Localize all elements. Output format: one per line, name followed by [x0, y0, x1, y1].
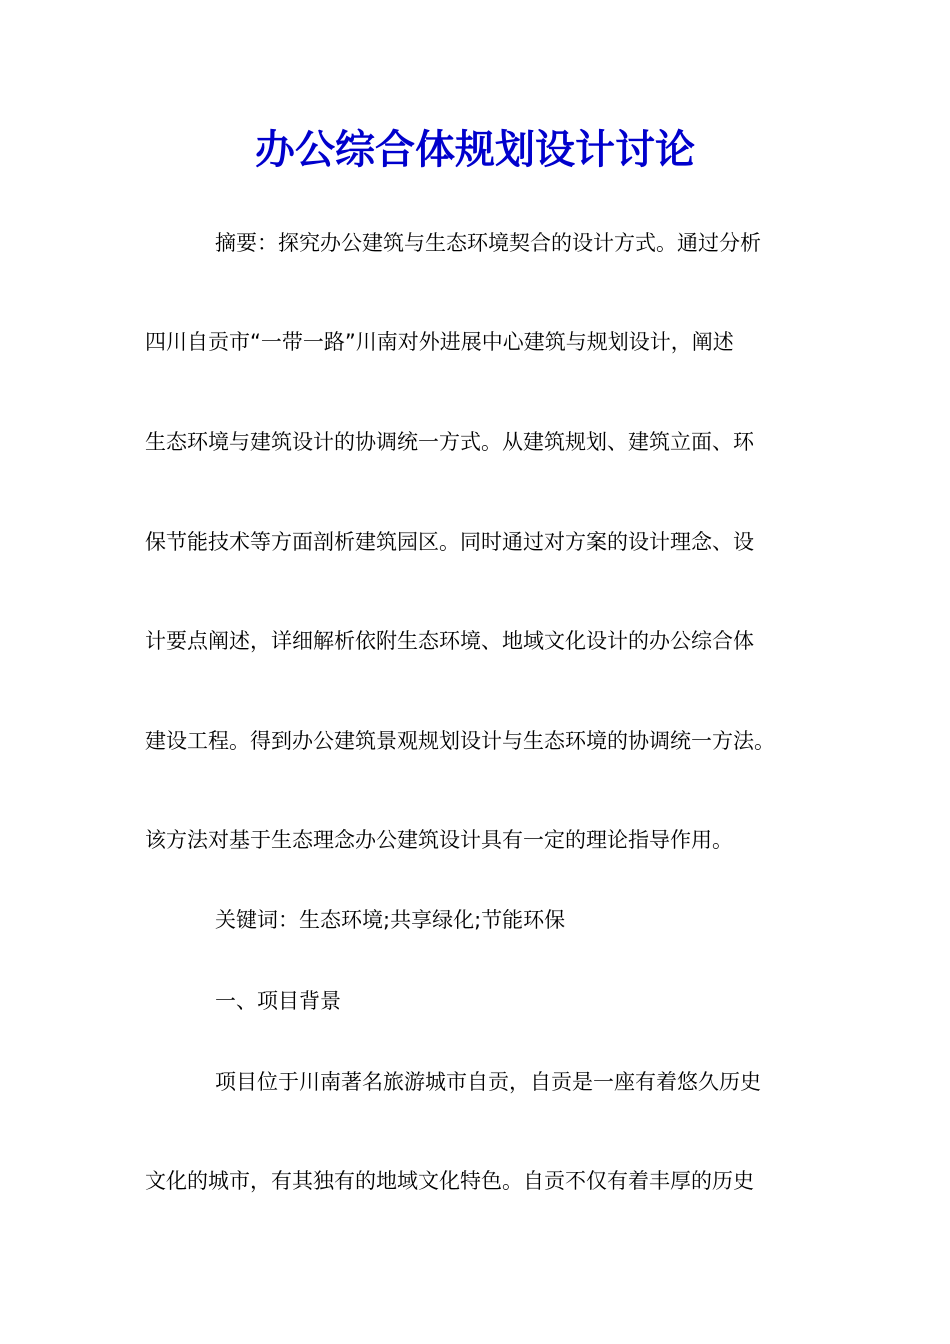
abstract-line-7: 该方法对基于生态理念办公建筑设计具有一定的理论指导作用。	[145, 828, 733, 852]
body-line-2: 文化的城市，有其独有的地域文化特色。自贡不仅有着丰厚的历史	[145, 1169, 754, 1193]
abstract-line-2: 四川自贡市“一带一路”川南对外进展中心建筑与规划设计，阐述	[145, 330, 734, 354]
keywords-line: 关键词：生态环境;共享绿化;节能环保	[215, 908, 566, 932]
abstract-line-5: 计要点阐述，详细解析依附生态环境、地域文化设计的办公综合体	[145, 629, 754, 653]
body-line-1: 项目位于川南著名旅游城市自贡，自贡是一座有着悠久历史	[215, 1070, 761, 1094]
abstract-line-1: 摘要：探究办公建筑与生态环境契合的设计方式。通过分析	[215, 231, 761, 255]
abstract-line-3: 生态环境与建筑设计的协调统一方式。从建筑规划、建筑立面、环	[145, 430, 754, 454]
document-title: 办公综合体规划设计讨论	[255, 126, 695, 173]
abstract-line-6: 建设工程。得到办公建筑景观规划设计与生态环境的协调统一方法。	[145, 729, 775, 753]
section-heading-background: 一、项目背景	[215, 989, 341, 1013]
abstract-line-4: 保节能技术等方面剖析建筑园区。同时通过对方案的设计理念、设	[145, 530, 754, 554]
